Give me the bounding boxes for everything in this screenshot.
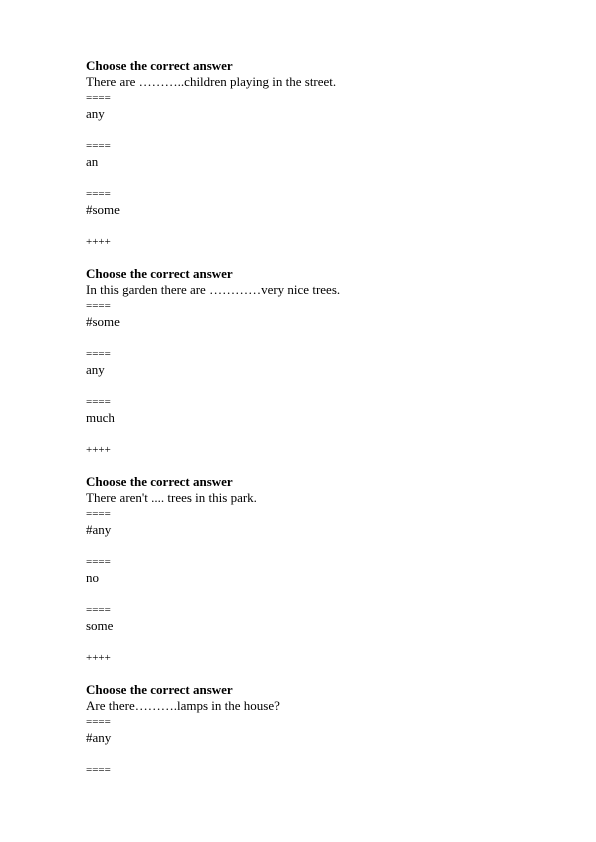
separator: ====	[86, 92, 111, 104]
separator: ====	[86, 716, 111, 728]
question-end-marker: ++++	[86, 236, 111, 248]
option-3: much	[86, 410, 115, 425]
separator: ====	[86, 140, 111, 152]
separator: ====	[86, 556, 111, 568]
question-text: In this garden there are …………very nice trees.	[86, 282, 341, 297]
question-end-marker: ++++	[86, 652, 111, 664]
question-text: Are there……….lamps in the house?	[86, 698, 280, 713]
option-1: any	[86, 106, 105, 121]
option-2: an	[86, 154, 99, 169]
question-end-marker: ++++	[86, 444, 111, 456]
document-page	[86, 58, 556, 778]
question-4	[86, 682, 556, 778]
separator: ====	[86, 396, 111, 408]
option-1: #any	[86, 522, 112, 537]
option-2: any	[86, 362, 105, 377]
question-text: There are ………..children playing in the street.	[86, 74, 337, 89]
question-title: Choose the correct answer	[86, 682, 233, 697]
option-3: some	[86, 618, 114, 633]
separator: ====	[86, 604, 111, 616]
option-1: #some	[86, 314, 120, 329]
question-title: Choose the correct answer	[86, 266, 233, 281]
separator: ====	[86, 188, 111, 200]
separator: ====	[86, 348, 111, 360]
option-1: #any	[86, 730, 112, 745]
question-title: Choose the correct answer	[86, 58, 233, 73]
question-2	[86, 266, 556, 474]
question-1	[86, 58, 556, 266]
question-3	[86, 474, 556, 682]
question-text: There aren't .... trees in this park.	[86, 490, 257, 505]
option-2: no	[86, 570, 99, 585]
separator: ====	[86, 508, 111, 520]
question-title: Choose the correct answer	[86, 474, 233, 489]
option-3: #some	[86, 202, 120, 217]
separator: ====	[86, 300, 111, 312]
separator: ====	[86, 764, 111, 776]
